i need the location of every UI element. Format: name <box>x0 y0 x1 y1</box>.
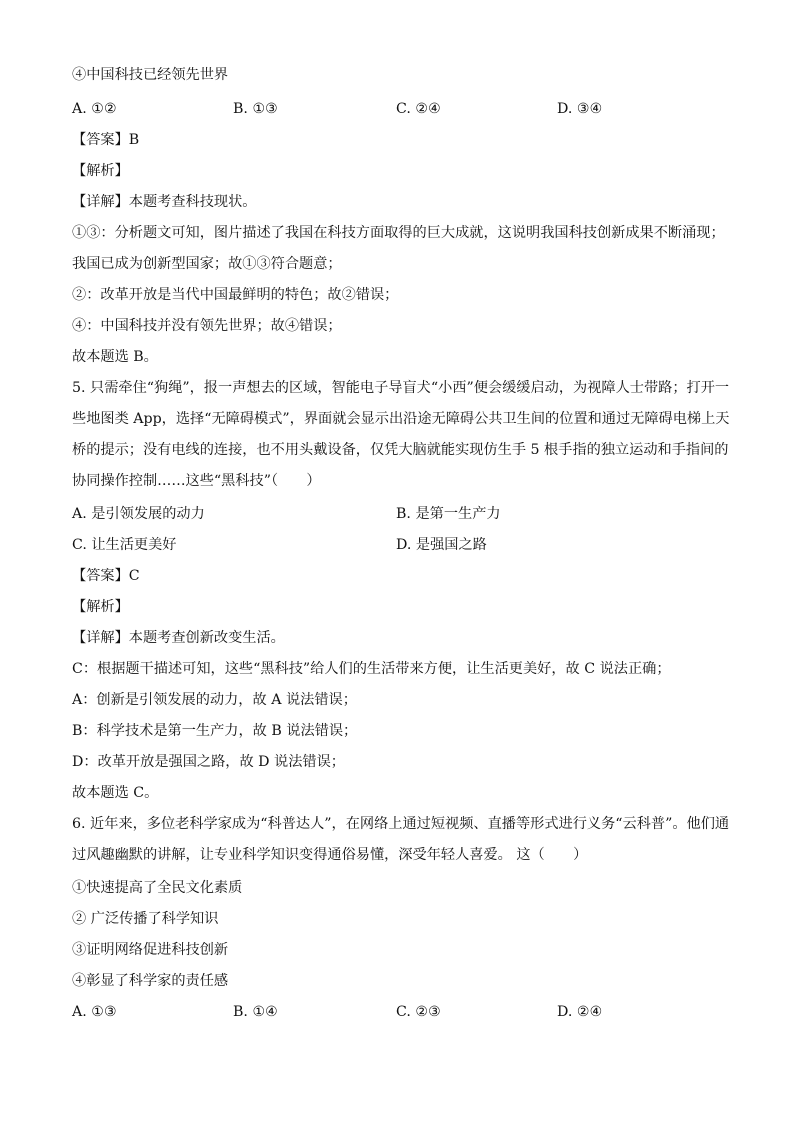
q4-item-4: ④中国科技已经领先世界 <box>72 67 229 83</box>
q5-option-a: A. 是引领发展的动力 <box>72 506 205 522</box>
q5-stem-line: 桥的提示；没有电线的连接，也不用头戴设备，仅凭大脑就能实现仿生手 5 根手指的独立运动和手指间的 <box>72 442 729 458</box>
q6-item-1: ①快速提高了全民文化素质 <box>72 880 243 896</box>
q6-option-d: D. ②④ <box>557 1004 603 1020</box>
q5-option-b: B. 是第一生产力 <box>396 506 501 522</box>
q4-option-c: C. ②④ <box>396 101 441 117</box>
q6-option-b: B. ①④ <box>233 1004 278 1020</box>
q4-option-b: B. ①③ <box>233 101 278 117</box>
q4-answer: 【答案】B <box>72 132 140 148</box>
q6-item-4: ④彰显了科学家的责任感 <box>72 973 229 989</box>
q4-option-d: D. ③④ <box>557 101 603 117</box>
q5-analysis-heading: 【解析】 <box>72 599 129 615</box>
q5-explanation-line: C：根据题干描述可知，这些“黑科技”给人们的生活带来方便，让生活更美好，故 C 说法正确； <box>72 661 671 677</box>
q6-stem-line: 过风趣幽默的讲解，让专业科学知识变得通俗易懂，深受年轻人喜爱。 这（ ） <box>72 847 588 863</box>
q6-item-3: ③证明网络促进科技创新 <box>72 942 229 958</box>
q5-stem-line: 些地图类 App，选择“无障碍模式”，界面就会显示出沿途无障碍公共卫生间的位置和通过无障碍电梯上天 <box>72 411 730 427</box>
q5-explanation-line: D：改革开放是强国之路，故 D 说法错误； <box>72 754 345 770</box>
q5-detail-heading: 【详解】本题考查创新改变生活。 <box>72 630 285 646</box>
q4-explanation-line: ②：改革开放是当代中国最鲜明的特色；故②错误； <box>72 287 399 303</box>
q4-option-a: A. ①② <box>72 101 117 117</box>
q5-stem-line: 5. 只需牵住“狗绳”，报一声想去的区域，智能电子导盲犬“小西”便会缓缓启动，为视障人士带路；打开一 <box>72 380 730 396</box>
q5-answer: 【答案】C <box>72 568 140 584</box>
q5-explanation-line: B：科学技术是第一生产力，故 B 说法错误； <box>72 723 358 739</box>
q6-stem-line: 6. 近年来，多位老科学家成为“科普达人”，在网络上通过短视频、直播等形式进行义务“云科普”。他们通 <box>72 816 730 832</box>
q5-conclusion: 故本题选 C。 <box>72 785 159 801</box>
q4-conclusion: 故本题选 B。 <box>72 349 158 365</box>
q4-explanation-line: ④：中国科技并没有领先世界；故④错误； <box>72 318 342 334</box>
q6-item-2: ② 广泛传播了科学知识 <box>72 911 219 927</box>
q5-option-d: D. 是强国之路 <box>396 537 487 553</box>
q6-option-a: A. ①③ <box>72 1004 117 1020</box>
q4-analysis-heading: 【解析】 <box>72 163 129 179</box>
q5-explanation-line: A：创新是引领发展的动力，故 A 说法错误； <box>72 692 357 708</box>
q4-explanation-line: 我国已成为创新型国家；故①③符合题意； <box>72 256 342 272</box>
q5-option-c: C. 让生活更美好 <box>72 537 177 553</box>
q4-detail-heading: 【详解】本题考查科技现状。 <box>72 194 257 210</box>
q6-option-c: C. ②③ <box>396 1004 441 1020</box>
q4-explanation-line: ①③：分析题文可知，图片描述了我国在科技方面取得的巨大成就，这说明我国科技创新成果不断涌现； <box>72 225 725 241</box>
q5-stem-line: 协同操作控制……这些“黑科技”（ ） <box>72 473 321 489</box>
